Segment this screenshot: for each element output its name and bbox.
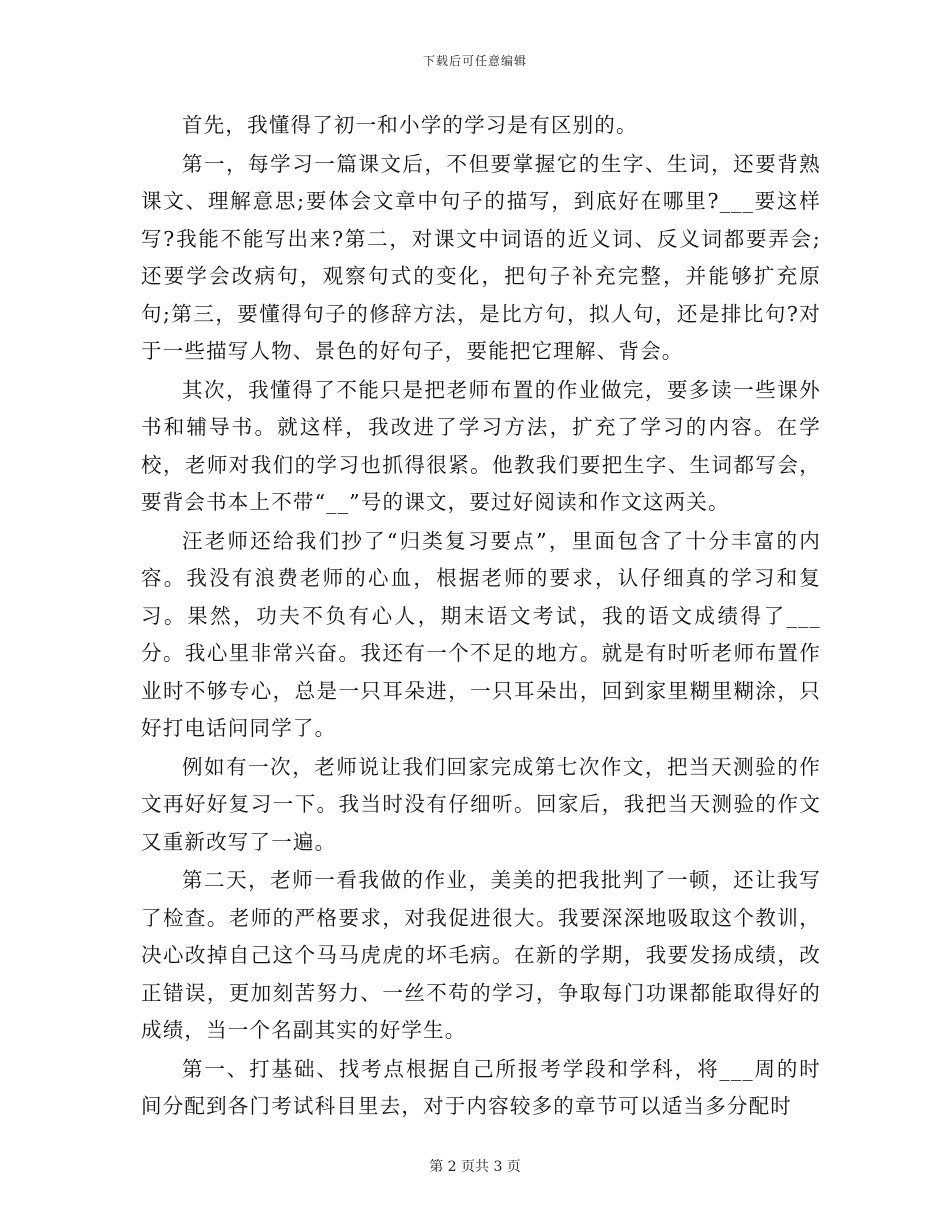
document-body [141,107,821,1127]
paragraph: 首先，我懂得了初一和小学的学习是有区别的。 [182,113,638,137]
paragraph: 例如有一次，老师说让我们回家完成第七次作文，把当天测验的作文再好好复习一下。我当时没有仔细听。回家后，我把当天测验的作文又重新改写了一遍。 [141,754,821,854]
paragraph: 第一、打基础、找考点根据自己所报考学段和学科，将___周的时间分配到各门考试科目里去，对于内容较多的章节可以适当多分配时 [141,1056,821,1118]
paragraph: 第二天，老师一看我做的作业，美美的把我批判了一顿，还让我写了检查。老师的严格要求，对我促进很大。我要深深地吸取这个教训，决心改掉自己这个马马虎虎的坏毛病。在新的学期，我要发扬成绩，改正错误，更加刻苦努力、一丝不苟的学习，争取每门功课都能取得好的成绩，当一个名副其实的好学生。 [141,868,821,1042]
paragraph: 汪老师还给我们抄了“归类复习要点”，里面包含了十分丰富的内容。我没有浪费老师的心血，根据老师的要求，认仔细真的学习和复习。果然，功夫不负有心人，期末语文考试，我的语文成绩得了___分。我心里非常兴奋。我还有一个不足的地方。就是有时听老师布置作业时不够专心，总是一只耳朵进，一只耳朵出，回到家里糊里糊涂，只好打电话问同学了。 [141,528,821,740]
page-footer: 第 2 页共 3 页 [429,1159,521,1175]
paragraph: 第一，每学习一篇课文后，不但要掌握它的生字、生词，还要背熟课文、理解意思;要体会文章中句子的描写，到底好在哪里?___要这样写?我能不能写出来?第二，对课文中词语的近义词、反义词都要弄会;还要学会改病句，观察句式的变化，把句子补充完整，并能够扩充原句;第三，要懂得句子的修辞方法，是比方句，拟人句，还是排比句?对于一些描写人物、景色的好句子，要能把它理解、背会。 [141,151,821,363]
page-header: 下载后可任意编辑 [422,54,527,68]
paragraph: 其次，我懂得了不能只是把老师布置的作业做完，要多读一些课外书和辅导书。就这样，我改进了学习方法，扩充了学习的内容。在学校，老师对我们的学习也抓得很紧。他教我们要把生字、生词都写会，要背会书本上不带“__”号的课文，要过好阅读和作文这两关。 [141,377,821,514]
